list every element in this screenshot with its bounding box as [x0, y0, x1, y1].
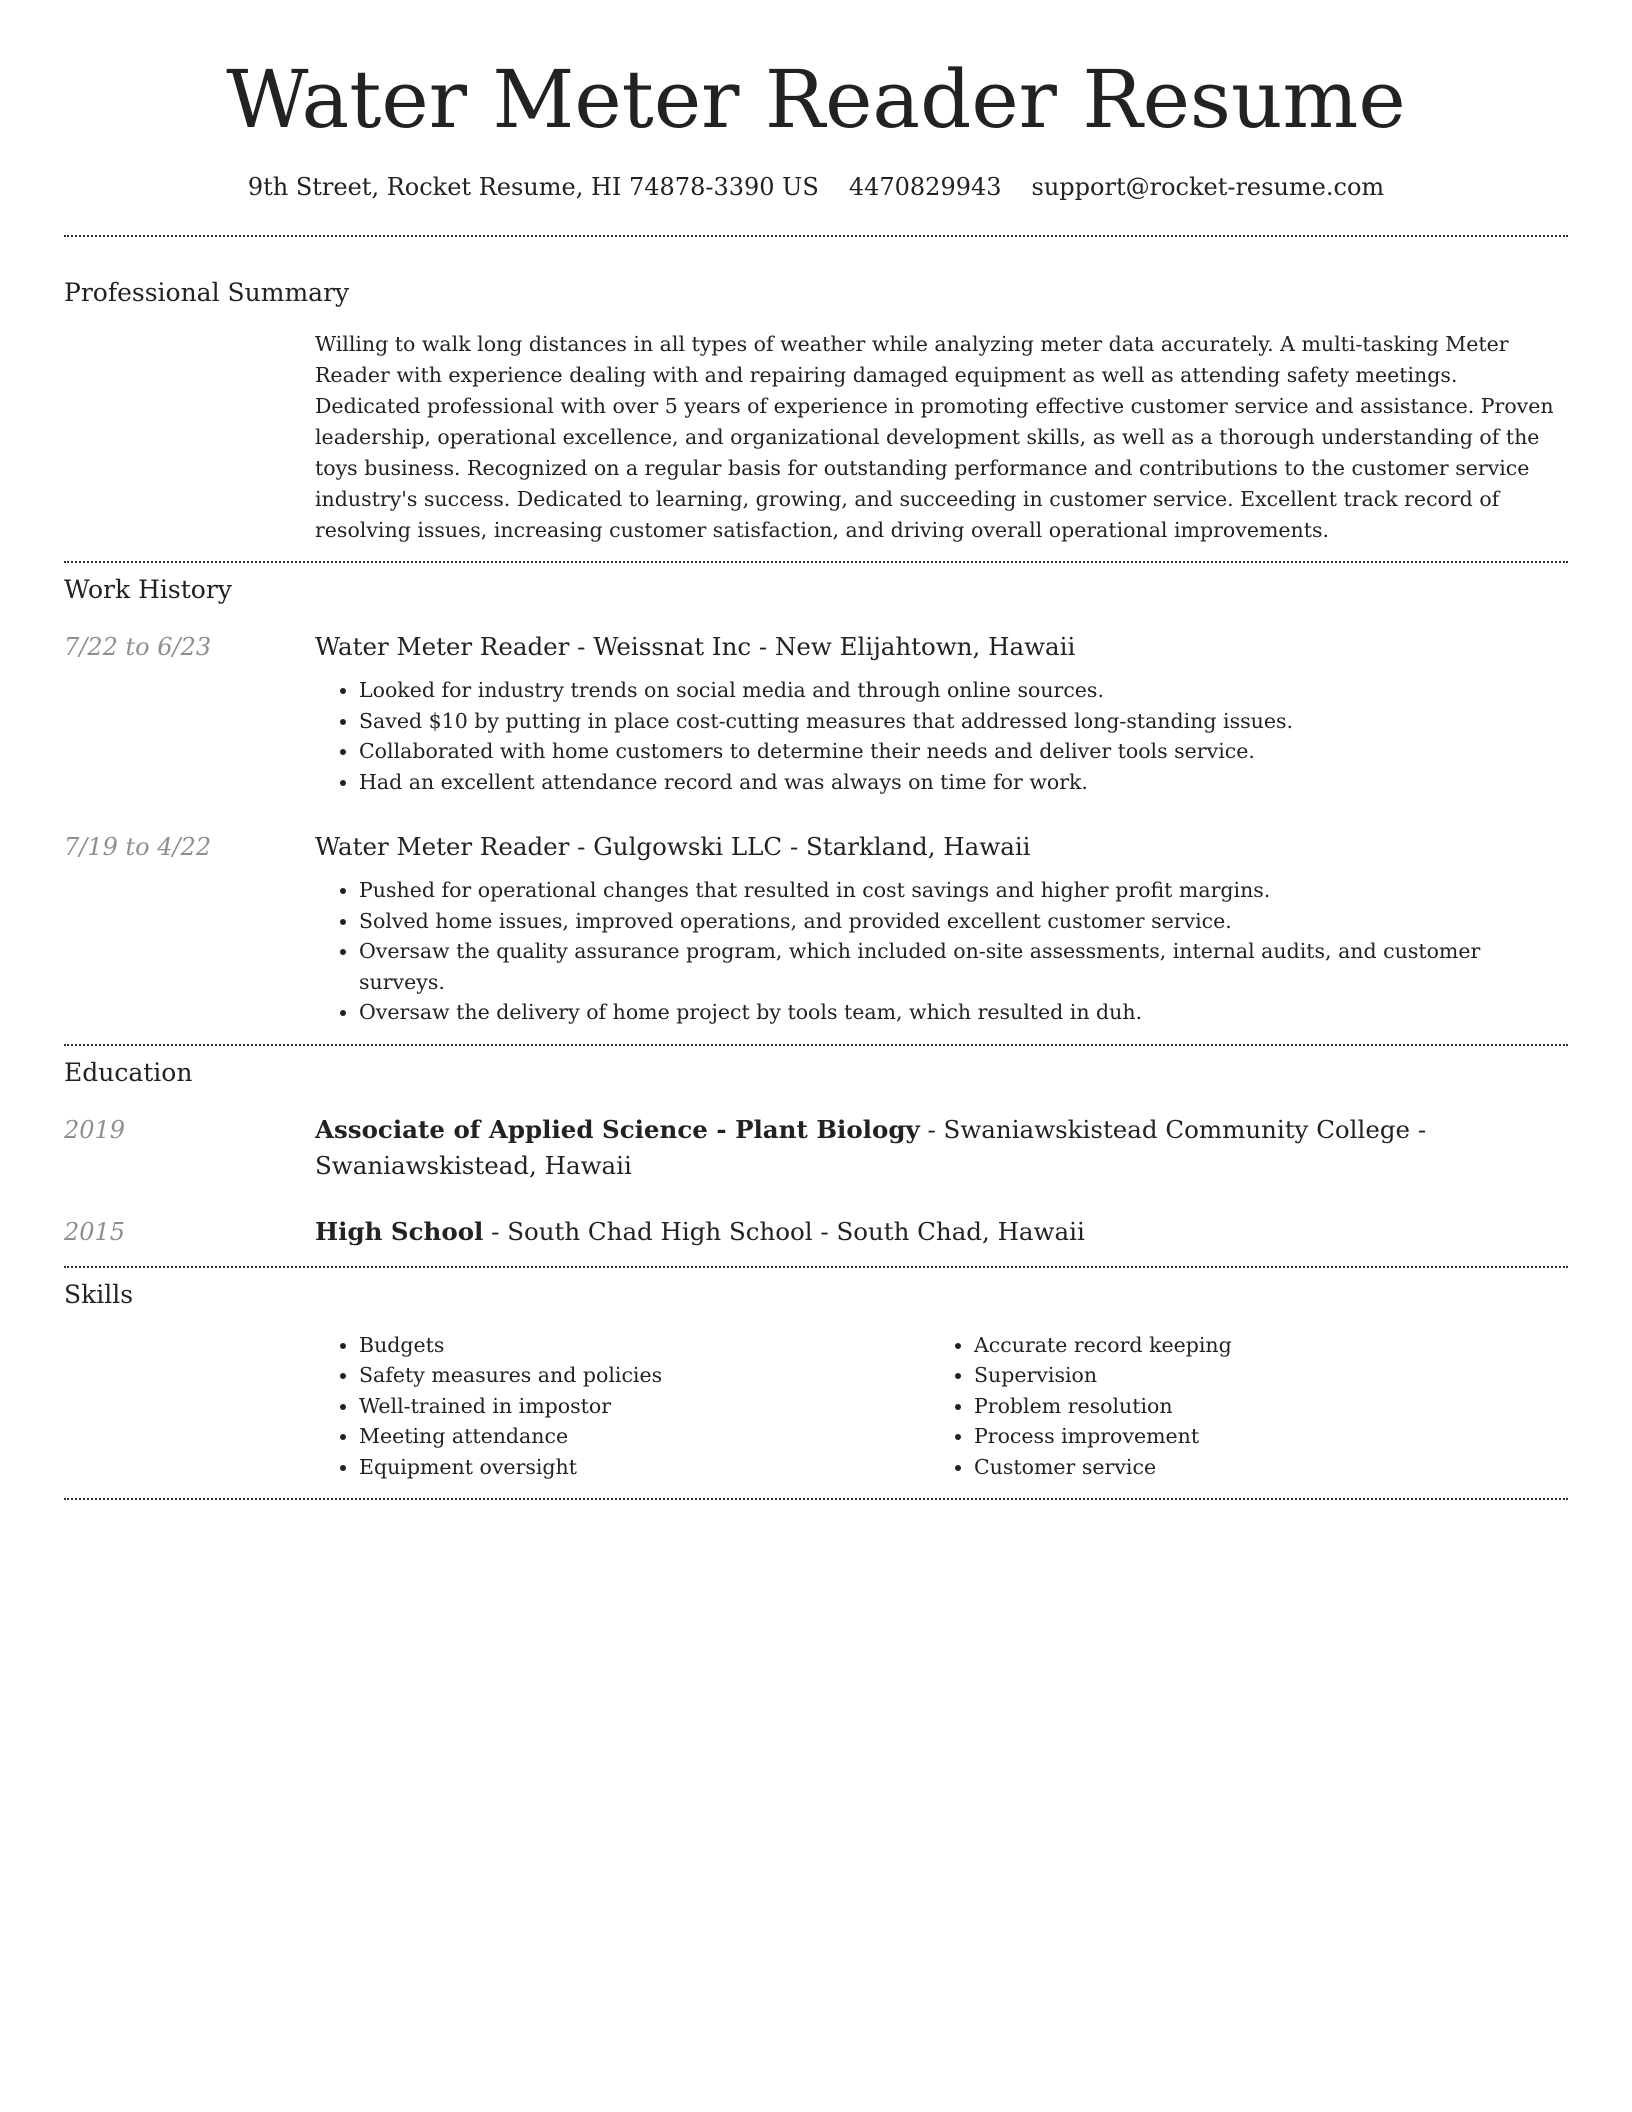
education-detail — [315, 1214, 1568, 1250]
school-info: - South Chad High School - South Chad, Hawaii — [483, 1216, 1085, 1246]
job-bullets — [315, 675, 1568, 797]
job-entry — [64, 829, 1568, 1028]
skills-list-left — [315, 1330, 930, 1483]
section-heading-skills: Skills — [64, 1279, 134, 1309]
list-item: • Oversaw the quality assurance program, which included on-site assessments, internal audits, and customer surveys. — [359, 936, 1568, 997]
education-year: 2019 — [64, 1115, 126, 1144]
job-title: Water Meter Reader - Weissnat Inc - New Elijahtown, Hawaii — [315, 632, 1076, 661]
divider — [64, 235, 1568, 237]
list-item: • Oversaw the delivery of home project by tools team, which resulted in duh. — [359, 997, 1568, 1028]
job-entry — [64, 629, 1568, 797]
job-bullets — [315, 875, 1568, 1028]
list-item: • Problem resolution — [974, 1391, 1545, 1422]
divider — [64, 1266, 1568, 1268]
list-item: • Supervision — [974, 1360, 1545, 1391]
resume-page — [64, 0, 1568, 1500]
work-history-section — [64, 573, 1568, 1028]
list-item: • Collaborated with home customers to determine their needs and deliver tools service. — [359, 736, 1568, 767]
list-item: • Equipment oversight — [359, 1452, 930, 1483]
education-section — [64, 1056, 1568, 1250]
divider — [64, 1044, 1568, 1046]
education-entry — [64, 1214, 1568, 1250]
education-entry — [64, 1112, 1568, 1184]
summary-section — [64, 276, 1568, 546]
school-info: - Swaniawskistead Community College - Swaniawskistead, Hawaii — [315, 1114, 1427, 1180]
education-year: 2015 — [64, 1217, 126, 1246]
contact-line — [64, 170, 1568, 204]
list-item: • Pushed for operational changes that resulted in cost savings and higher profit margins. — [359, 875, 1568, 906]
email: support@rocket-resume.com — [1031, 173, 1385, 201]
list-item: • Safety measures and policies — [359, 1360, 930, 1391]
list-item: • Saved $10 by putting in place cost-cutting measures that addressed long-standing issues. — [359, 706, 1568, 737]
list-item: • Accurate record keeping — [974, 1330, 1545, 1361]
section-heading-summary: Professional Summary — [64, 278, 350, 307]
divider — [64, 561, 1568, 563]
resume-title: Water Meter Reader Resume — [226, 53, 1406, 146]
summary-text: Willing to walk long distances in all types of weather while analyzing meter data accurately. A multi-tasking Meter Reader with experience dealing with and repairing damaged equipment as well as attending safety meetings. Dedicated professional with over 5 years of experience in promoting effective customer service and assistance. Proven leadership, operational excellence, and organizational development skills, as well as a thorough understanding of the toys business. Recognized on a regular basis for outstanding performance and contributions to the customer service industry's success. Dedicated to learning, growing, and succeeding in customer service. Excellent track record of resolving issues, increasing customer satisfaction, and driving overall operational improvements. — [315, 332, 1554, 542]
degree-name: High School — [315, 1216, 484, 1246]
phone: 4470829943 — [848, 173, 1002, 201]
list-item: • Customer service — [974, 1452, 1545, 1483]
job-dates: 7/19 to 4/22 — [64, 833, 212, 861]
list-item: • Solved home issues, improved operations, and provided excellent customer service. — [359, 906, 1568, 937]
list-item: • Process improvement — [974, 1421, 1545, 1452]
skills-section — [64, 1278, 1568, 1483]
list-item: • Budgets — [359, 1330, 930, 1361]
job-dates: 7/22 to 6/23 — [64, 633, 212, 661]
list-item: • Had an excellent attendance record and was always on time for work. — [359, 767, 1568, 798]
skills-columns — [315, 1330, 1568, 1483]
section-heading-work: Work History — [64, 575, 232, 604]
skills-list-right — [930, 1330, 1545, 1483]
job-title: Water Meter Reader - Gulgowski LLC - Starkland, Hawaii — [315, 832, 1031, 861]
address: 9th Street, Rocket Resume, HI 74878-3390 US — [247, 173, 819, 201]
list-item: • Looked for industry trends on social media and through online sources. — [359, 675, 1568, 706]
list-item: • Meeting attendance — [359, 1421, 930, 1452]
section-heading-education: Education — [64, 1057, 193, 1087]
education-detail — [315, 1112, 1568, 1184]
list-item: • Well-trained in impostor — [359, 1391, 930, 1422]
degree-name: Associate of Applied Science - Plant Biology — [315, 1114, 920, 1144]
divider — [64, 1498, 1568, 1500]
